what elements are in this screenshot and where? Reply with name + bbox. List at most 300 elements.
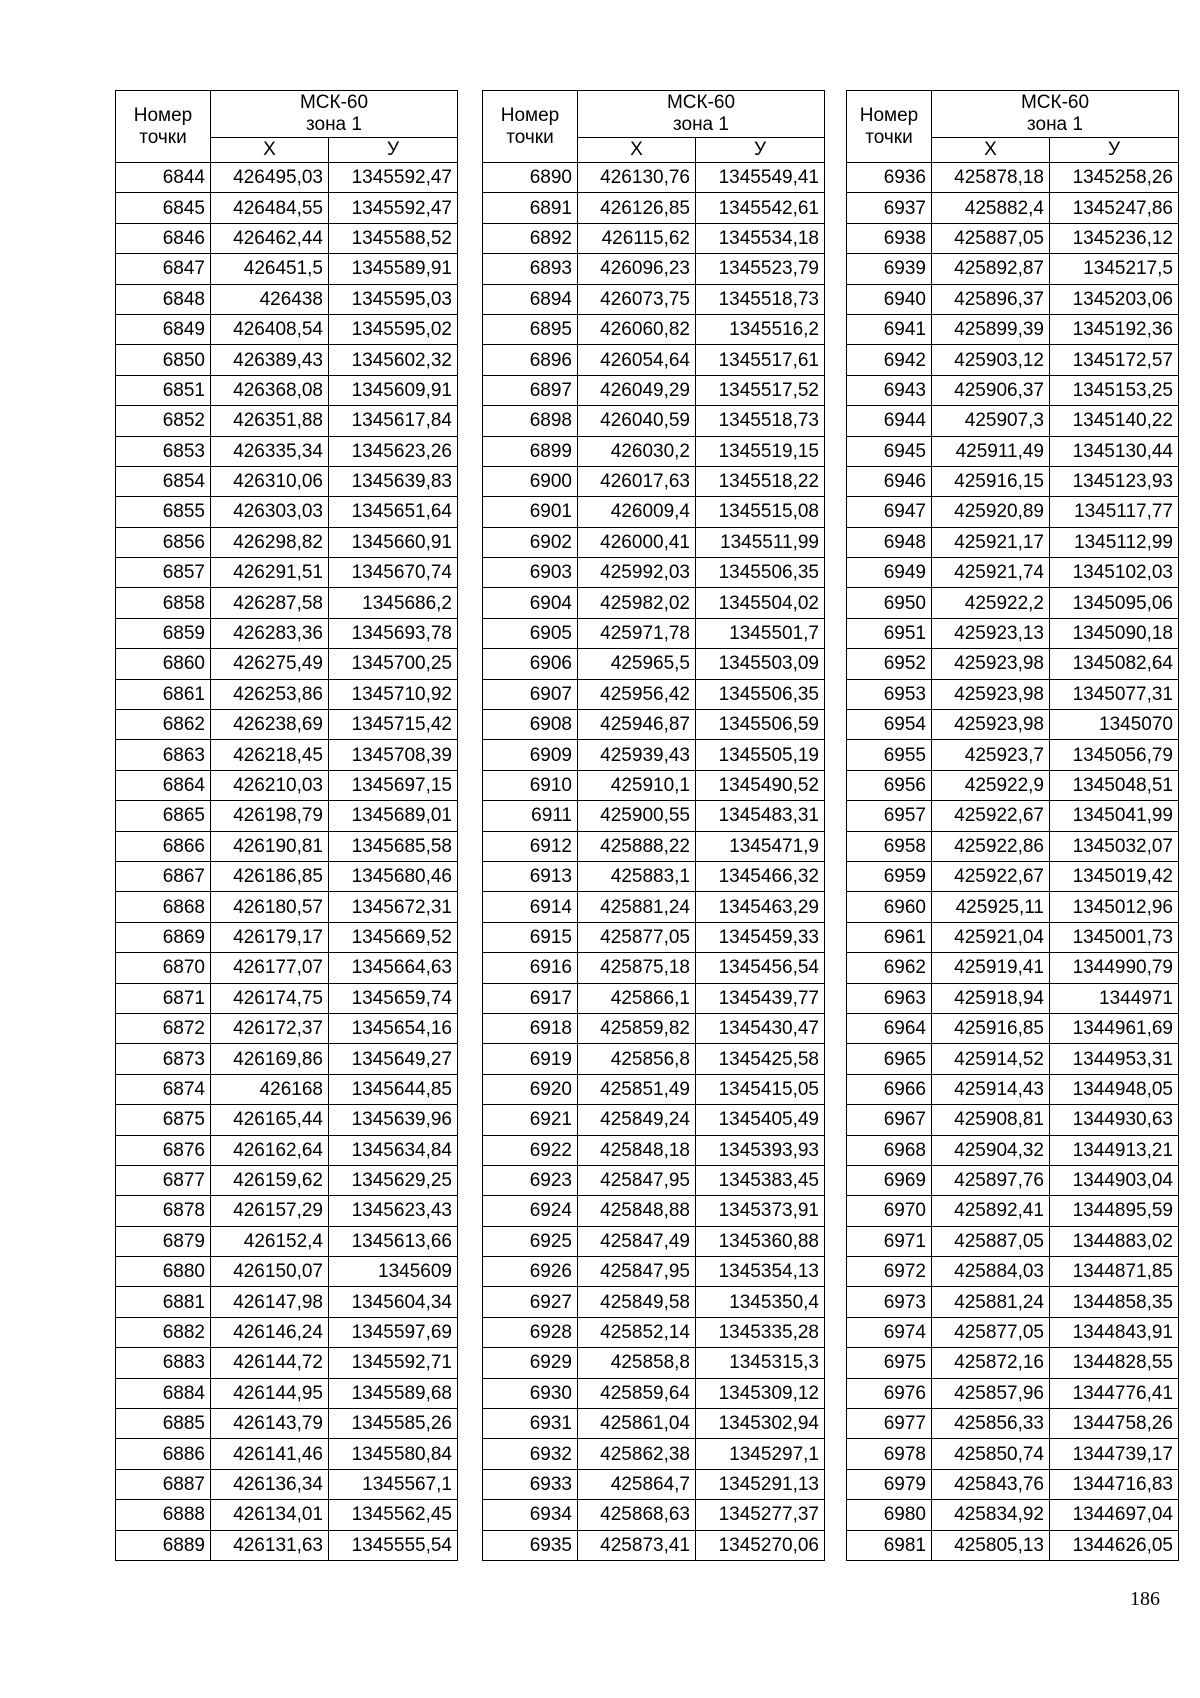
y-coordinate-cell: 1345595,03 [329, 284, 458, 314]
x-coordinate-cell: 425897,76 [932, 1165, 1050, 1195]
point-number-cell: 6856 [116, 527, 211, 557]
y-coordinate-cell: 1345580,84 [329, 1439, 458, 1469]
point-number-cell: 6884 [116, 1378, 211, 1408]
x-coordinate-cell: 425923,98 [932, 679, 1050, 709]
y-column-header: У [696, 138, 825, 163]
point-number-cell: 6861 [116, 679, 211, 709]
y-coordinate-cell: 1345592,47 [329, 193, 458, 223]
coordinate-system-header: МСК-60 зона 1 [211, 91, 458, 138]
x-coordinate-cell: 425923,7 [932, 740, 1050, 770]
point-number-cell: 6844 [116, 163, 211, 193]
point-number-cell: 6956 [847, 770, 932, 800]
table-row [483, 1044, 825, 1074]
point-number-cell: 6911 [483, 801, 578, 831]
table-row [847, 1105, 1179, 1135]
x-coordinate-cell: 425858,8 [578, 1348, 696, 1378]
y-coordinate-cell: 1345589,68 [329, 1378, 458, 1408]
y-column-header: У [329, 138, 458, 163]
table-row [116, 801, 458, 831]
x-coordinate-cell: 425910,1 [578, 770, 696, 800]
table-row [116, 1317, 458, 1347]
point-number-cell: 6910 [483, 770, 578, 800]
point-number-cell: 6950 [847, 588, 932, 618]
x-coordinate-cell: 426408,54 [211, 314, 329, 344]
x-column-header: Х [932, 138, 1050, 163]
x-coordinate-cell: 425875,18 [578, 953, 696, 983]
point-number-cell: 6928 [483, 1317, 578, 1347]
point-number-cell: 6948 [847, 527, 932, 557]
table-row [483, 223, 825, 253]
x-coordinate-cell: 426159,62 [211, 1165, 329, 1195]
point-number-cell: 6917 [483, 983, 578, 1013]
x-coordinate-cell: 425861,04 [578, 1409, 696, 1439]
x-coordinate-cell: 425956,42 [578, 679, 696, 709]
x-coordinate-cell: 425856,33 [932, 1409, 1050, 1439]
table-row [483, 1257, 825, 1287]
x-coordinate-cell: 426180,57 [211, 892, 329, 922]
y-coordinate-cell: 1345277,37 [696, 1500, 825, 1530]
point-number-cell: 6901 [483, 497, 578, 527]
y-coordinate-cell: 1345483,31 [696, 801, 825, 831]
x-coordinate-cell: 426495,03 [211, 163, 329, 193]
point-number-cell: 6940 [847, 284, 932, 314]
x-coordinate-cell: 425925,11 [932, 892, 1050, 922]
x-coordinate-cell: 425911,49 [932, 436, 1050, 466]
point-number-cell: 6942 [847, 345, 932, 375]
x-coordinate-cell: 425859,82 [578, 1013, 696, 1043]
table-row [116, 740, 458, 770]
point-number-cell: 6908 [483, 710, 578, 740]
table-row [847, 770, 1179, 800]
x-coordinate-cell: 426218,45 [211, 740, 329, 770]
point-number-cell: 6869 [116, 922, 211, 952]
point-number-cell: 6936 [847, 163, 932, 193]
x-coordinate-cell: 425908,81 [932, 1105, 1050, 1135]
y-coordinate-cell: 1344948,05 [1050, 1074, 1179, 1104]
point-number-cell: 6871 [116, 983, 211, 1013]
y-coordinate-cell: 1345393,93 [696, 1135, 825, 1165]
point-number-cell: 6932 [483, 1439, 578, 1469]
x-coordinate-cell: 425862,38 [578, 1439, 696, 1469]
x-coordinate-cell: 426198,79 [211, 801, 329, 831]
y-coordinate-cell: 1345602,32 [329, 345, 458, 375]
coordinate-system-header: МСК-60 зона 1 [932, 91, 1179, 138]
x-coordinate-cell: 426131,63 [211, 1530, 329, 1560]
x-coordinate-cell: 425866,1 [578, 983, 696, 1013]
point-number-cell: 6962 [847, 953, 932, 983]
point-number-cell: 6880 [116, 1257, 211, 1287]
point-number-cell: 6893 [483, 254, 578, 284]
table-row [483, 254, 825, 284]
y-coordinate-cell: 1345335,28 [696, 1317, 825, 1347]
table-row [116, 1469, 458, 1499]
table-row [847, 406, 1179, 436]
table-row [847, 1500, 1179, 1530]
table-row [847, 618, 1179, 648]
table-row [483, 831, 825, 861]
point-number-cell: 6906 [483, 649, 578, 679]
y-coordinate-cell: 1345070 [1050, 710, 1179, 740]
table-row [483, 649, 825, 679]
x-coordinate-cell: 425805,13 [932, 1530, 1050, 1560]
y-coordinate-cell: 1345670,74 [329, 558, 458, 588]
coordinates-table-1 [115, 90, 458, 1561]
x-coordinate-cell: 426017,63 [578, 466, 696, 496]
y-coordinate-cell: 1345309,12 [696, 1378, 825, 1408]
table-row [847, 436, 1179, 466]
point-number-cell: 6850 [116, 345, 211, 375]
x-coordinate-cell: 426147,98 [211, 1287, 329, 1317]
x-coordinate-cell: 425982,02 [578, 588, 696, 618]
point-number-cell: 6904 [483, 588, 578, 618]
table-row [116, 1135, 458, 1165]
x-coordinate-cell: 425914,43 [932, 1074, 1050, 1104]
x-coordinate-cell: 425843,76 [932, 1469, 1050, 1499]
table-row [116, 983, 458, 1013]
y-coordinate-cell: 1345693,78 [329, 618, 458, 648]
y-coordinate-cell: 1345140,22 [1050, 406, 1179, 436]
point-number-cell: 6926 [483, 1257, 578, 1287]
point-number-cell: 6941 [847, 314, 932, 344]
table-row [847, 1257, 1179, 1287]
x-coordinate-cell: 426141,46 [211, 1439, 329, 1469]
table-row [116, 497, 458, 527]
x-coordinate-cell: 425921,04 [932, 922, 1050, 952]
y-coordinate-cell: 1345415,05 [696, 1074, 825, 1104]
x-coordinate-cell: 425900,55 [578, 801, 696, 831]
x-coordinate-cell: 426115,62 [578, 223, 696, 253]
x-coordinate-cell: 426152,4 [211, 1226, 329, 1256]
y-coordinate-cell: 1345708,39 [329, 740, 458, 770]
y-coordinate-cell: 1345523,79 [696, 254, 825, 284]
point-number-cell: 6897 [483, 375, 578, 405]
y-coordinate-cell: 1345515,08 [696, 497, 825, 527]
table-row [847, 1044, 1179, 1074]
y-coordinate-cell: 1345354,13 [696, 1257, 825, 1287]
y-column-header: У [1050, 138, 1179, 163]
y-coordinate-cell: 1345685,58 [329, 831, 458, 861]
x-coordinate-cell: 425923,98 [932, 649, 1050, 679]
y-coordinate-cell: 1345623,43 [329, 1196, 458, 1226]
point-number-cell: 6863 [116, 740, 211, 770]
point-number-cell: 6852 [116, 406, 211, 436]
y-coordinate-cell: 1345506,35 [696, 558, 825, 588]
point-number-cell: 6895 [483, 314, 578, 344]
table-row [847, 497, 1179, 527]
table-row [847, 375, 1179, 405]
x-coordinate-cell: 425884,03 [932, 1257, 1050, 1287]
x-coordinate-cell: 425852,14 [578, 1317, 696, 1347]
y-coordinate-cell: 1345430,47 [696, 1013, 825, 1043]
point-number-cell: 6931 [483, 1409, 578, 1439]
y-coordinate-cell: 1345672,31 [329, 892, 458, 922]
table-row [847, 284, 1179, 314]
x-coordinate-cell: 426136,34 [211, 1469, 329, 1499]
x-coordinate-cell: 425922,67 [932, 861, 1050, 891]
y-coordinate-cell: 1345456,54 [696, 953, 825, 983]
table-row [847, 953, 1179, 983]
point-number-cell: 6949 [847, 558, 932, 588]
table-row [116, 436, 458, 466]
y-coordinate-cell: 1345686,2 [329, 588, 458, 618]
y-coordinate-cell: 1344971 [1050, 983, 1179, 1013]
point-number-cell: 6847 [116, 254, 211, 284]
table-row [116, 406, 458, 436]
x-coordinate-cell: 425922,67 [932, 801, 1050, 831]
table-row [116, 345, 458, 375]
point-number-cell: 6899 [483, 436, 578, 466]
table-row [116, 284, 458, 314]
y-coordinate-cell: 1345639,96 [329, 1105, 458, 1135]
point-number-cell: 6876 [116, 1135, 211, 1165]
table-row [116, 527, 458, 557]
y-coordinate-cell: 1345056,79 [1050, 740, 1179, 770]
table-row [847, 558, 1179, 588]
x-coordinate-cell: 425859,64 [578, 1378, 696, 1408]
table-row [483, 345, 825, 375]
y-coordinate-cell: 1345405,49 [696, 1105, 825, 1135]
y-coordinate-cell: 1345589,91 [329, 254, 458, 284]
point-number-cell: 6975 [847, 1348, 932, 1378]
y-coordinate-cell: 1345506,35 [696, 679, 825, 709]
y-coordinate-cell: 1345518,73 [696, 284, 825, 314]
x-coordinate-cell: 425922,86 [932, 831, 1050, 861]
point-number-cell: 6888 [116, 1500, 211, 1530]
point-number-cell: 6864 [116, 770, 211, 800]
table-row [116, 314, 458, 344]
y-coordinate-cell: 1345639,83 [329, 466, 458, 496]
y-coordinate-cell: 1345236,12 [1050, 223, 1179, 253]
table-row [483, 1074, 825, 1104]
point-number-cell: 6920 [483, 1074, 578, 1104]
x-coordinate-cell: 426168 [211, 1074, 329, 1104]
point-number-cell: 6939 [847, 254, 932, 284]
table-row [847, 1439, 1179, 1469]
x-coordinate-cell: 425922,2 [932, 588, 1050, 618]
table-row [847, 1135, 1179, 1165]
y-coordinate-cell: 1345585,26 [329, 1409, 458, 1439]
table-row [483, 1287, 825, 1317]
x-coordinate-cell: 425848,88 [578, 1196, 696, 1226]
x-coordinate-cell: 425864,7 [578, 1469, 696, 1499]
table-row [116, 1165, 458, 1195]
y-coordinate-cell: 1344758,26 [1050, 1409, 1179, 1439]
table-row [116, 892, 458, 922]
x-coordinate-cell: 425971,78 [578, 618, 696, 648]
table-row [483, 861, 825, 891]
table-row [483, 1469, 825, 1499]
x-coordinate-cell: 426462,44 [211, 223, 329, 253]
point-number-cell: 6890 [483, 163, 578, 193]
point-number-cell: 6913 [483, 861, 578, 891]
x-coordinate-cell: 426073,75 [578, 284, 696, 314]
y-coordinate-cell: 1345659,74 [329, 983, 458, 1013]
table-row [116, 1530, 458, 1560]
x-coordinate-cell: 425906,37 [932, 375, 1050, 405]
point-number-cell: 6924 [483, 1196, 578, 1226]
x-coordinate-cell: 425847,95 [578, 1257, 696, 1287]
point-number-cell: 6887 [116, 1469, 211, 1499]
point-number-cell: 6966 [847, 1074, 932, 1104]
point-number-cell: 6952 [847, 649, 932, 679]
x-coordinate-cell: 425881,24 [932, 1287, 1050, 1317]
point-number-cell: 6894 [483, 284, 578, 314]
table-row [116, 710, 458, 740]
point-number-cell: 6979 [847, 1469, 932, 1499]
point-number-cell: 6945 [847, 436, 932, 466]
y-coordinate-cell: 1345516,2 [696, 314, 825, 344]
table-row [847, 1196, 1179, 1226]
y-coordinate-cell: 1344903,04 [1050, 1165, 1179, 1195]
y-coordinate-cell: 1345012,96 [1050, 892, 1179, 922]
table-row [483, 558, 825, 588]
x-coordinate-cell: 426210,03 [211, 770, 329, 800]
point-number-cell: 6898 [483, 406, 578, 436]
table-row [483, 922, 825, 952]
x-coordinate-cell: 426287,58 [211, 588, 329, 618]
point-number-cell: 6955 [847, 740, 932, 770]
point-number-cell: 6971 [847, 1226, 932, 1256]
y-coordinate-cell: 1345700,25 [329, 649, 458, 679]
table-row [847, 527, 1179, 557]
table-row [847, 1287, 1179, 1317]
point-number-header: Номер точки [847, 91, 932, 163]
y-coordinate-cell: 1345373,91 [696, 1196, 825, 1226]
table-row [116, 861, 458, 891]
y-coordinate-cell: 1345609,91 [329, 375, 458, 405]
point-number-cell: 6922 [483, 1135, 578, 1165]
y-coordinate-cell: 1345680,46 [329, 861, 458, 891]
point-number-cell: 6872 [116, 1013, 211, 1043]
y-coordinate-cell: 1345001,73 [1050, 922, 1179, 952]
table-row [847, 466, 1179, 496]
point-number-cell: 6968 [847, 1135, 932, 1165]
x-coordinate-cell: 426143,79 [211, 1409, 329, 1439]
table-row [847, 740, 1179, 770]
y-coordinate-cell: 1345697,15 [329, 770, 458, 800]
y-coordinate-cell: 1345555,54 [329, 1530, 458, 1560]
x-coordinate-cell: 426130,76 [578, 163, 696, 193]
y-coordinate-cell: 1345041,99 [1050, 801, 1179, 831]
table-row [116, 558, 458, 588]
x-coordinate-cell: 426165,44 [211, 1105, 329, 1135]
table-row [483, 1105, 825, 1135]
y-coordinate-cell: 1345534,18 [696, 223, 825, 253]
y-coordinate-cell: 1344961,69 [1050, 1013, 1179, 1043]
point-number-cell: 6981 [847, 1530, 932, 1560]
y-coordinate-cell: 1345503,09 [696, 649, 825, 679]
x-coordinate-cell: 425922,9 [932, 770, 1050, 800]
y-coordinate-cell: 1345130,44 [1050, 436, 1179, 466]
y-coordinate-cell: 1345048,51 [1050, 770, 1179, 800]
table-body [116, 163, 458, 1561]
x-coordinate-cell: 425965,5 [578, 649, 696, 679]
point-number-cell: 6935 [483, 1530, 578, 1560]
point-number-cell: 6951 [847, 618, 932, 648]
point-number-cell: 6918 [483, 1013, 578, 1043]
point-number-cell: 6849 [116, 314, 211, 344]
y-coordinate-cell: 1345595,02 [329, 314, 458, 344]
y-coordinate-cell: 1345613,66 [329, 1226, 458, 1256]
x-coordinate-cell: 425888,22 [578, 831, 696, 861]
table-row [847, 588, 1179, 618]
table-row [847, 314, 1179, 344]
point-number-cell: 6891 [483, 193, 578, 223]
x-coordinate-cell: 425848,18 [578, 1135, 696, 1165]
point-number-cell: 6944 [847, 406, 932, 436]
point-number-cell: 6943 [847, 375, 932, 405]
x-coordinate-cell: 426174,75 [211, 983, 329, 1013]
x-coordinate-cell: 426303,03 [211, 497, 329, 527]
x-coordinate-cell: 425920,89 [932, 497, 1050, 527]
x-coordinate-cell: 426040,59 [578, 406, 696, 436]
y-coordinate-cell: 1345258,26 [1050, 163, 1179, 193]
point-number-cell: 6902 [483, 527, 578, 557]
table-row [116, 588, 458, 618]
point-number-cell: 6947 [847, 497, 932, 527]
y-coordinate-cell: 1345617,84 [329, 406, 458, 436]
table-row [116, 1013, 458, 1043]
x-coordinate-cell: 425914,52 [932, 1044, 1050, 1074]
table-row [847, 922, 1179, 952]
x-coordinate-cell: 425857,96 [932, 1378, 1050, 1408]
table-body [483, 163, 825, 1561]
table-row [847, 1469, 1179, 1499]
y-coordinate-cell: 1345592,47 [329, 163, 458, 193]
y-coordinate-cell: 1345517,52 [696, 375, 825, 405]
x-coordinate-cell: 425923,13 [932, 618, 1050, 648]
point-number-cell: 6972 [847, 1257, 932, 1287]
x-coordinate-cell: 425887,05 [932, 1226, 1050, 1256]
table-row [847, 1530, 1179, 1560]
y-coordinate-cell: 1345172,57 [1050, 345, 1179, 375]
table-row [483, 466, 825, 496]
x-coordinate-cell: 425873,41 [578, 1530, 696, 1560]
y-coordinate-cell: 1345664,63 [329, 953, 458, 983]
point-number-cell: 6921 [483, 1105, 578, 1135]
table-row [116, 254, 458, 284]
table-row [483, 314, 825, 344]
table-row [116, 1226, 458, 1256]
y-coordinate-cell: 1345217,5 [1050, 254, 1179, 284]
point-number-cell: 6960 [847, 892, 932, 922]
table-row [483, 497, 825, 527]
x-coordinate-cell: 426238,69 [211, 710, 329, 740]
table-row [483, 406, 825, 436]
table-row [116, 375, 458, 405]
table-row [116, 1044, 458, 1074]
table-row [847, 254, 1179, 284]
x-coordinate-cell: 426030,2 [578, 436, 696, 466]
table-row [847, 861, 1179, 891]
x-coordinate-cell: 425904,32 [932, 1135, 1050, 1165]
point-number-cell: 6930 [483, 1378, 578, 1408]
point-number-cell: 6892 [483, 223, 578, 253]
table-row [483, 163, 825, 193]
table-row [116, 1348, 458, 1378]
y-coordinate-cell: 1345715,42 [329, 710, 458, 740]
table-row [483, 892, 825, 922]
point-number-cell: 6915 [483, 922, 578, 952]
table-row [847, 1378, 1179, 1408]
table-row [483, 588, 825, 618]
point-number-cell: 6873 [116, 1044, 211, 1074]
y-coordinate-cell: 1345518,73 [696, 406, 825, 436]
x-coordinate-cell: 426150,07 [211, 1257, 329, 1287]
point-number-cell: 6916 [483, 953, 578, 983]
point-number-cell: 6866 [116, 831, 211, 861]
x-coordinate-cell: 425892,87 [932, 254, 1050, 284]
